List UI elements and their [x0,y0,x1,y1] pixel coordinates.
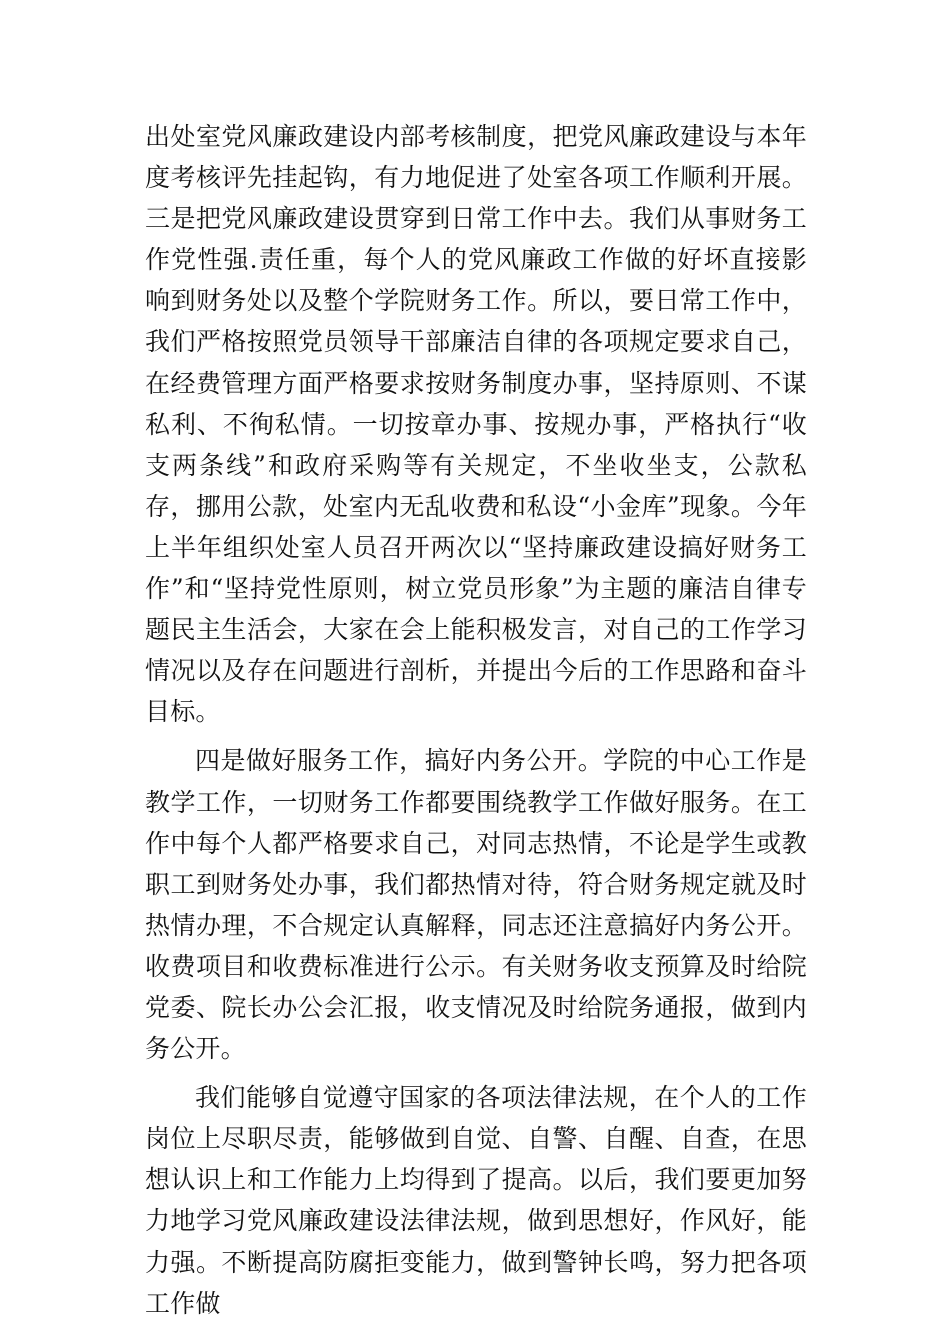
paragraph-2: 四是做好服务工作，搞好内务公开。学院的中心工作是教学工作，一切财务工作都要围绕教学工作做好服务。在工作中每个人都严格要求自己，对同志热情，不论是学生或教职工到财务处办事，我们都热情对待，符合财务规定就及时热情办理，不合规定认真解释，同志还注意搞好内务公开。收费项目和收费标准进行公示。有关财务收支预算及时给院党委、院长办公会汇报，收支情况及时给院务通报，做到内务公开。 [145,746,807,1064]
paragraph-1: 出处室党风廉政建设内部考核制度，把党风廉政建设与本年度考核评先挂起钩，有力地促进了处室各项工作顺利开展。三是把党风廉政建设贯穿到日常工作中去。我们从事财务工作党性强.责任重，每个人的党风廉政工作做的好坏直接影响到财务处以及整个学院财务工作。所以，要日常工作中，我们严格按照党员领导干部廉洁自律的各项规定要求自己，在经费管理方面严格要求按财务制度办事，坚持原则、不谋私利、不徇私情。一切按章办事、按规办事，严格执行“收支两条线”和政府采购等有关规定，不坐收坐支，公款私存，挪用公款，处室内无乱收费和私设“小金库”现象。今年上半年组织处室人员召开两次以“坚持廉政建设搞好财务工作”和“坚持党性原则，树立党员形象”为主题的廉洁自律专题民主生活会，大家在会上能积极发言，对自己的工作学习情况以及存在问题进行剖析，并提出今后的工作思路和奋斗目标。 [145,122,807,727]
document-body [145,116,807,1332]
paragraph-3: 我们能够自觉遵守国家的各项法律法规，在个人的工作岗位上尽职尽责，能够做到自觉、自警、自醒、自查，在思想认识上和工作能力上均得到了提高。以后，我们要更加努力地学习党风廉政建设法律法规，做到思想好，作风好，能力强。不断提高防腐拒变能力，做到警钟长鸣，努力把各项工作做 [145,1083,807,1318]
